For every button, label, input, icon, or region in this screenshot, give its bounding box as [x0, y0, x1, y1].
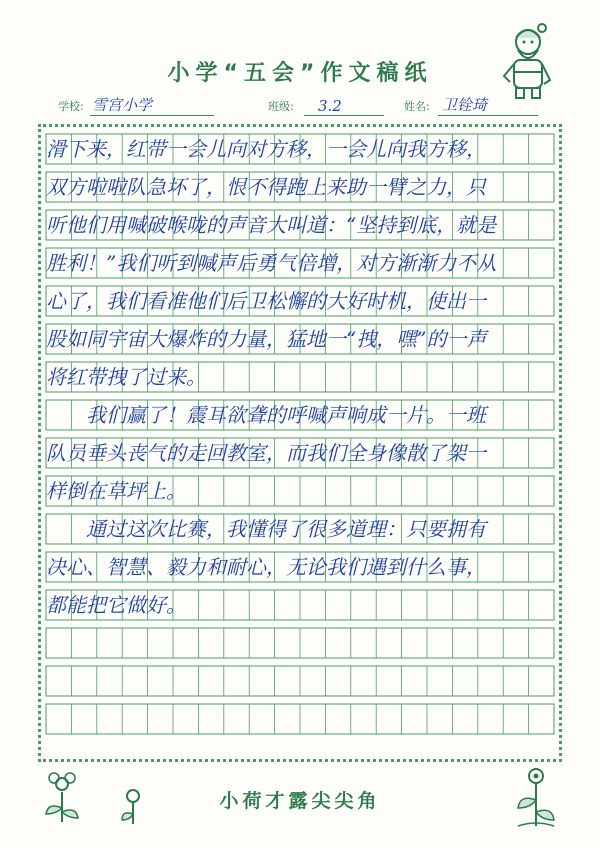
school-label: 学校: — [58, 100, 84, 113]
essay-line: 胜利！”我们听到喊声后勇气倍增，对方渐渐力不从 — [46, 251, 497, 275]
page-title: 小学“五会”作文稿纸 — [167, 61, 433, 86]
name-value: 卫铨琦 — [442, 96, 488, 114]
essay-line: 我们赢了！震耳欲聋的呼喊声响成一片。一班 — [46, 403, 486, 427]
class-value: 3.2 — [318, 97, 342, 115]
flower-small-icon — [118, 786, 148, 826]
school-value: 雪宫小学 — [92, 96, 153, 114]
essay-line: 将红带拽了过来。 — [46, 365, 206, 389]
essay-line: 都能把它做好。 — [46, 593, 186, 617]
essay-line: 队员垂头丧气的走回教室，而我们全身像散了架一 — [46, 441, 486, 465]
footer-motto: 小荷才露尖尖角 — [219, 790, 381, 812]
flower-left-icon — [40, 768, 84, 824]
essay-line: 听他们用喊破喉咙的声音大叫道：“坚持到底，就是 — [46, 213, 497, 237]
essay-line: 股如同宇宙大爆炸的力量，猛地一“拽，嘿”的一声 — [46, 327, 487, 351]
essay-line: 样倒在草坪上。 — [46, 479, 186, 503]
flower-right-icon — [512, 764, 560, 828]
class-label: 班级: — [268, 100, 294, 113]
name-label: 姓名: — [404, 100, 430, 113]
essay-line: 通过这次比赛，我懂得了很多道理：只要拥有 — [46, 517, 486, 541]
essay-line: 决心、智慧、毅力和耐心，无论我们遇到什么事， — [46, 555, 486, 579]
essay-line: 滑下来，红带一会儿向对方移，一会儿向我方移， — [46, 137, 486, 161]
essay-line: 双方啦啦队急坏了，恨不得跑上来助一臂之力，只 — [46, 175, 486, 199]
essay-line: 心了，我们看准他们后卫松懈的大好时机，使出一 — [46, 289, 486, 313]
